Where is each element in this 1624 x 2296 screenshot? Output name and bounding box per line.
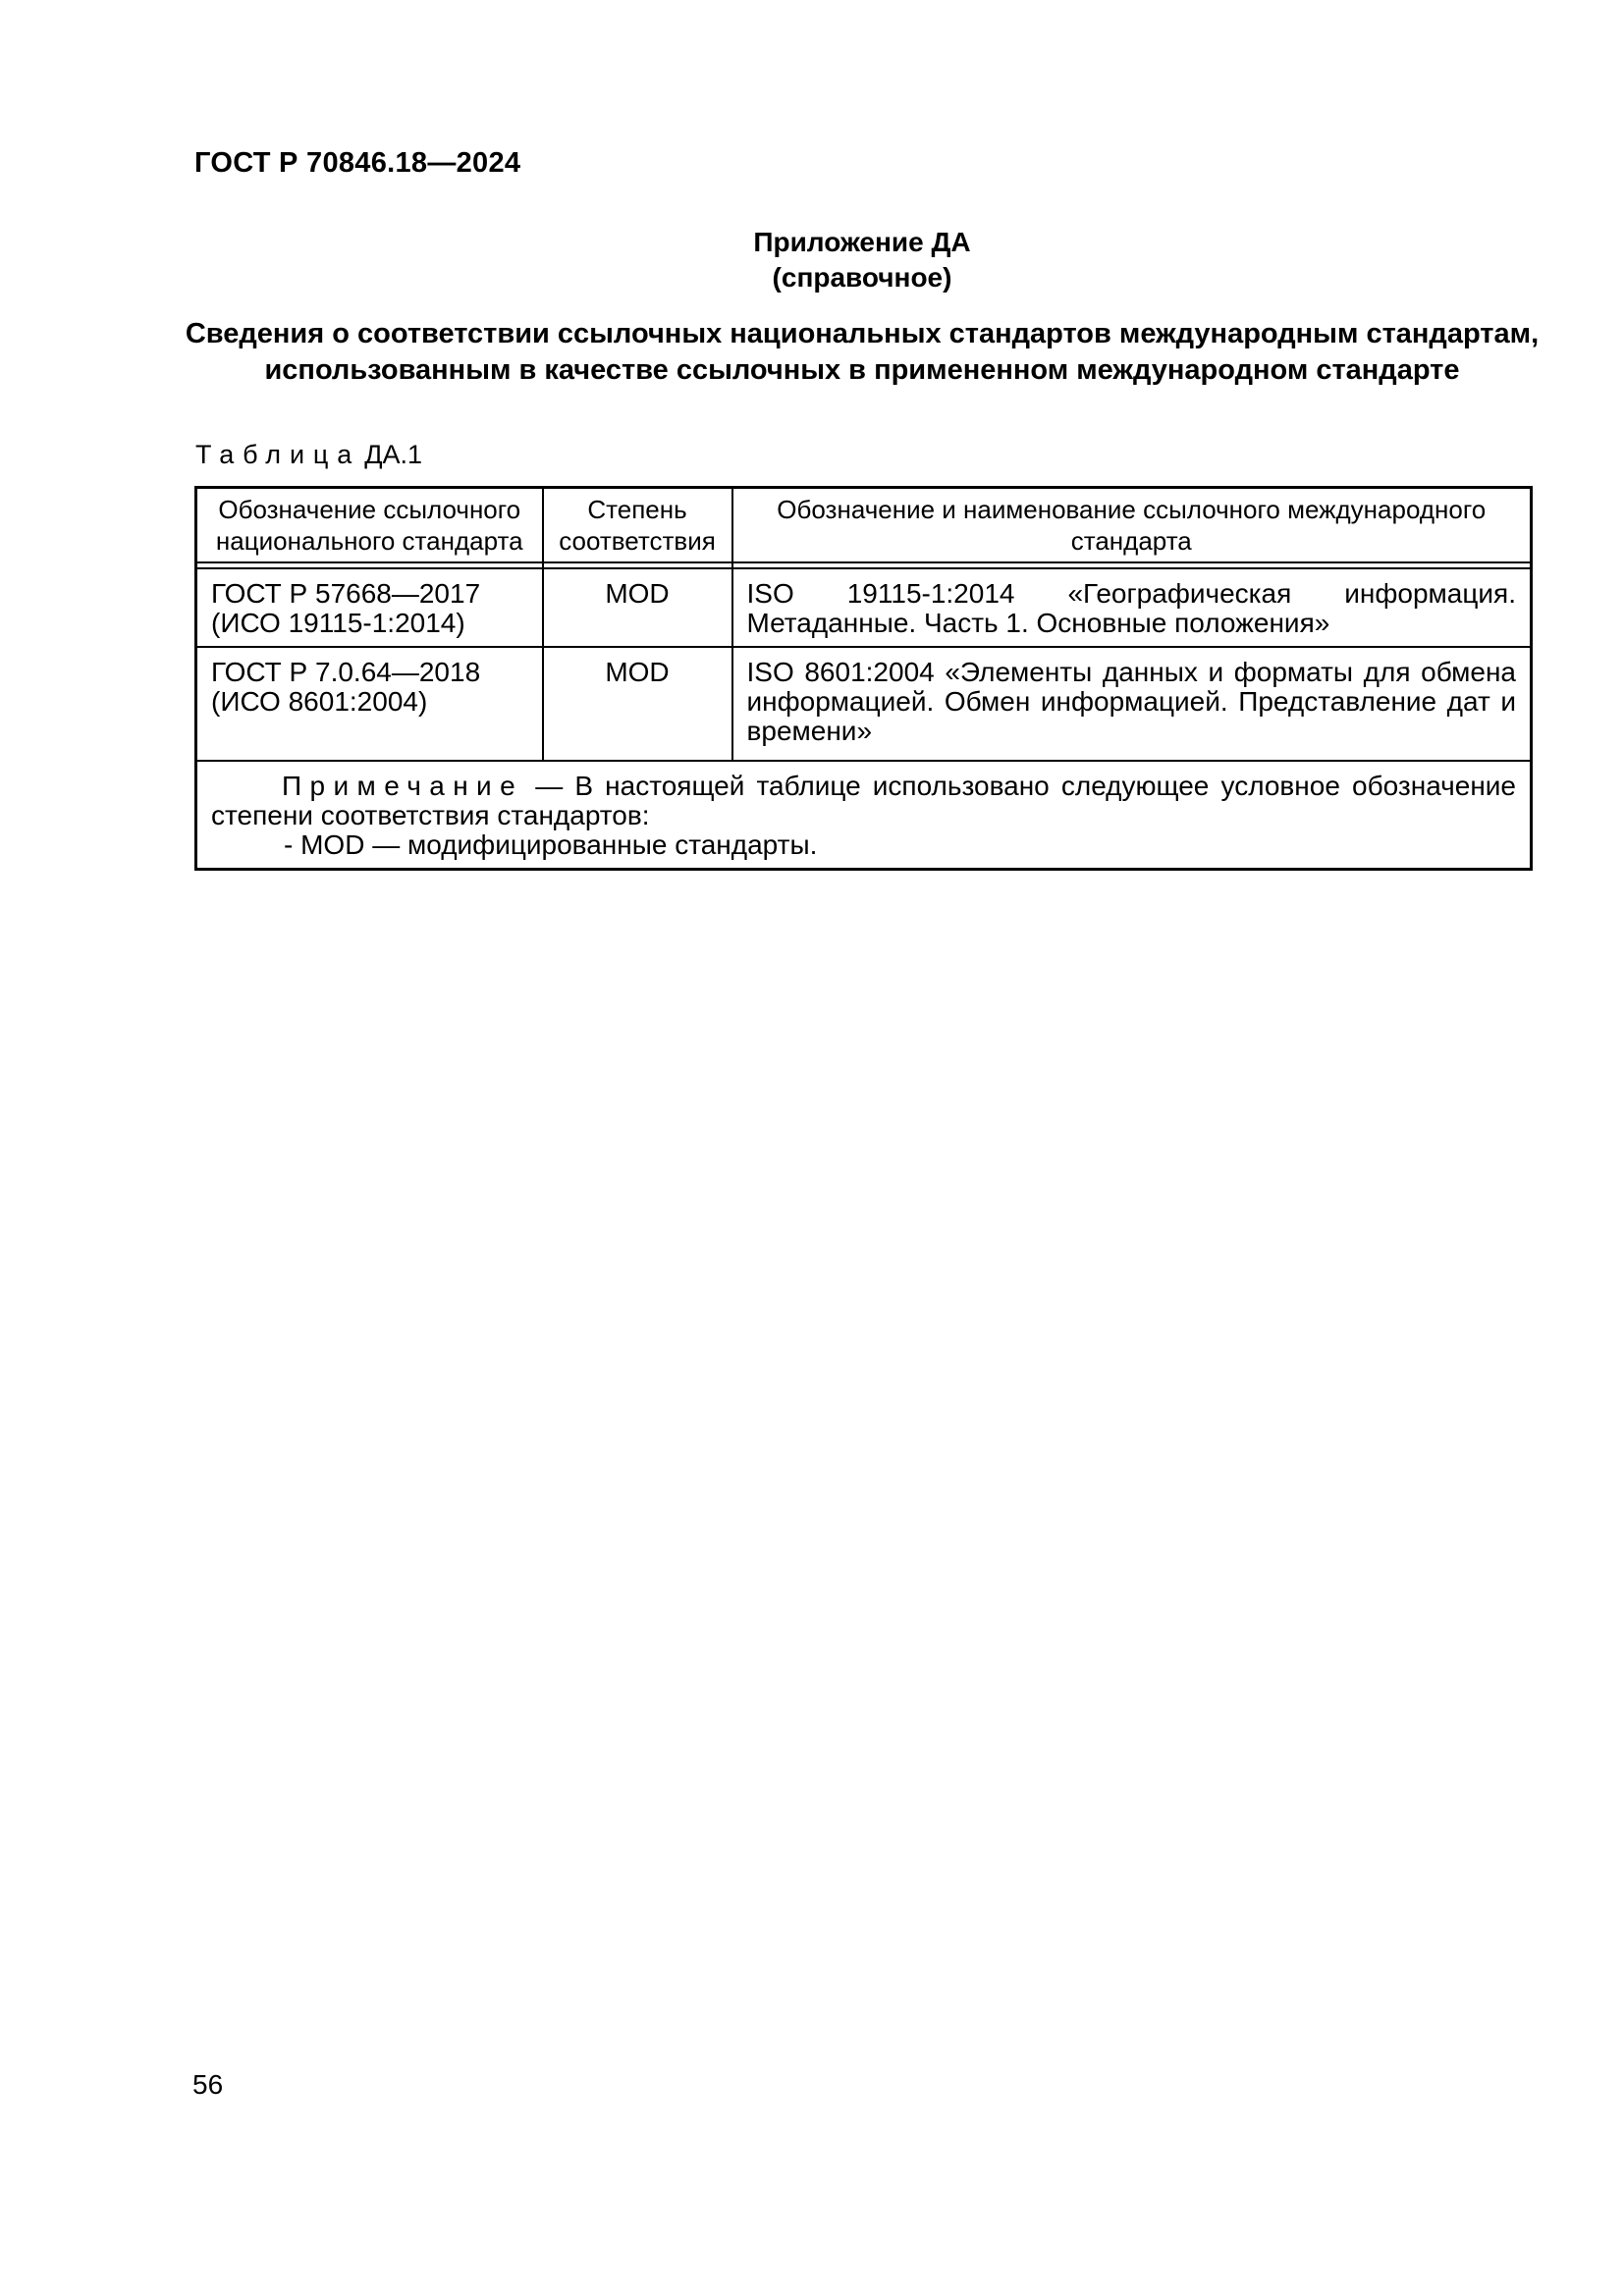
national-standard-designation: ГОСТ Р 7.0.64—2018 [211, 657, 481, 687]
doc-code: ГОСТ Р 70846.18—2024 [194, 147, 521, 179]
table-row [196, 568, 1532, 647]
cell-international-standard: ISO 19115-1:2014 «Географическая информация. Метаданные. Часть 1. Основные положения» [732, 568, 1532, 647]
page-number: 56 [192, 2069, 224, 2100]
table-row [196, 647, 1532, 761]
table-note [196, 761, 1532, 870]
national-standard-designation: ГОСТ Р 57668—2017 [211, 578, 481, 609]
note-item: - MOD — модифицированные стандарты. [284, 829, 818, 860]
cell-international-standard: ISO 8601:2004 «Элементы данных и форматы для обмена информацией. Обмен информацией. Представление дат и времени» [732, 647, 1532, 761]
appendix-kind: (справочное) [772, 262, 952, 293]
table-caption [195, 440, 422, 470]
national-standard-iso-ref: (ИСО 8601:2004) [211, 686, 428, 717]
appendix-title-line2: использованным в качестве ссылочных в примененном международном стандарте [264, 354, 1460, 386]
appendix-title [175, 316, 1549, 389]
appendix-heading [194, 225, 1530, 295]
note-paragraph [211, 772, 1516, 830]
note-label: Примечание [282, 771, 524, 801]
col-header-international: Обозначение и наименование ссылочного международного стандарта [732, 488, 1532, 563]
cell-national-standard [196, 568, 543, 647]
appendix-label: Приложение ДА [753, 227, 971, 257]
appendix-title-line1: Сведения о соответствии ссылочных национальных стандартов международным стандартам, [185, 318, 1540, 349]
cell-national-standard [196, 647, 543, 761]
national-standard-iso-ref: (ИСО 19115-1:2014) [211, 608, 465, 638]
cell-degree: MOD [543, 647, 732, 761]
note-body: — В настоящей таблице использовано следующее условное обозначение степени соответствия стандартов: [211, 771, 1516, 830]
table-header-row [196, 488, 1532, 563]
cell-degree: MOD [543, 568, 732, 647]
table-note-row [196, 761, 1532, 870]
table-caption-number: ДА.1 [364, 440, 423, 469]
table-caption-word: Таблица [195, 440, 361, 469]
col-header-national: Обозначение ссылочного национального стандарта [196, 488, 543, 563]
correspondence-table [194, 486, 1533, 871]
col-header-degree: Степень соответствия [543, 488, 732, 563]
